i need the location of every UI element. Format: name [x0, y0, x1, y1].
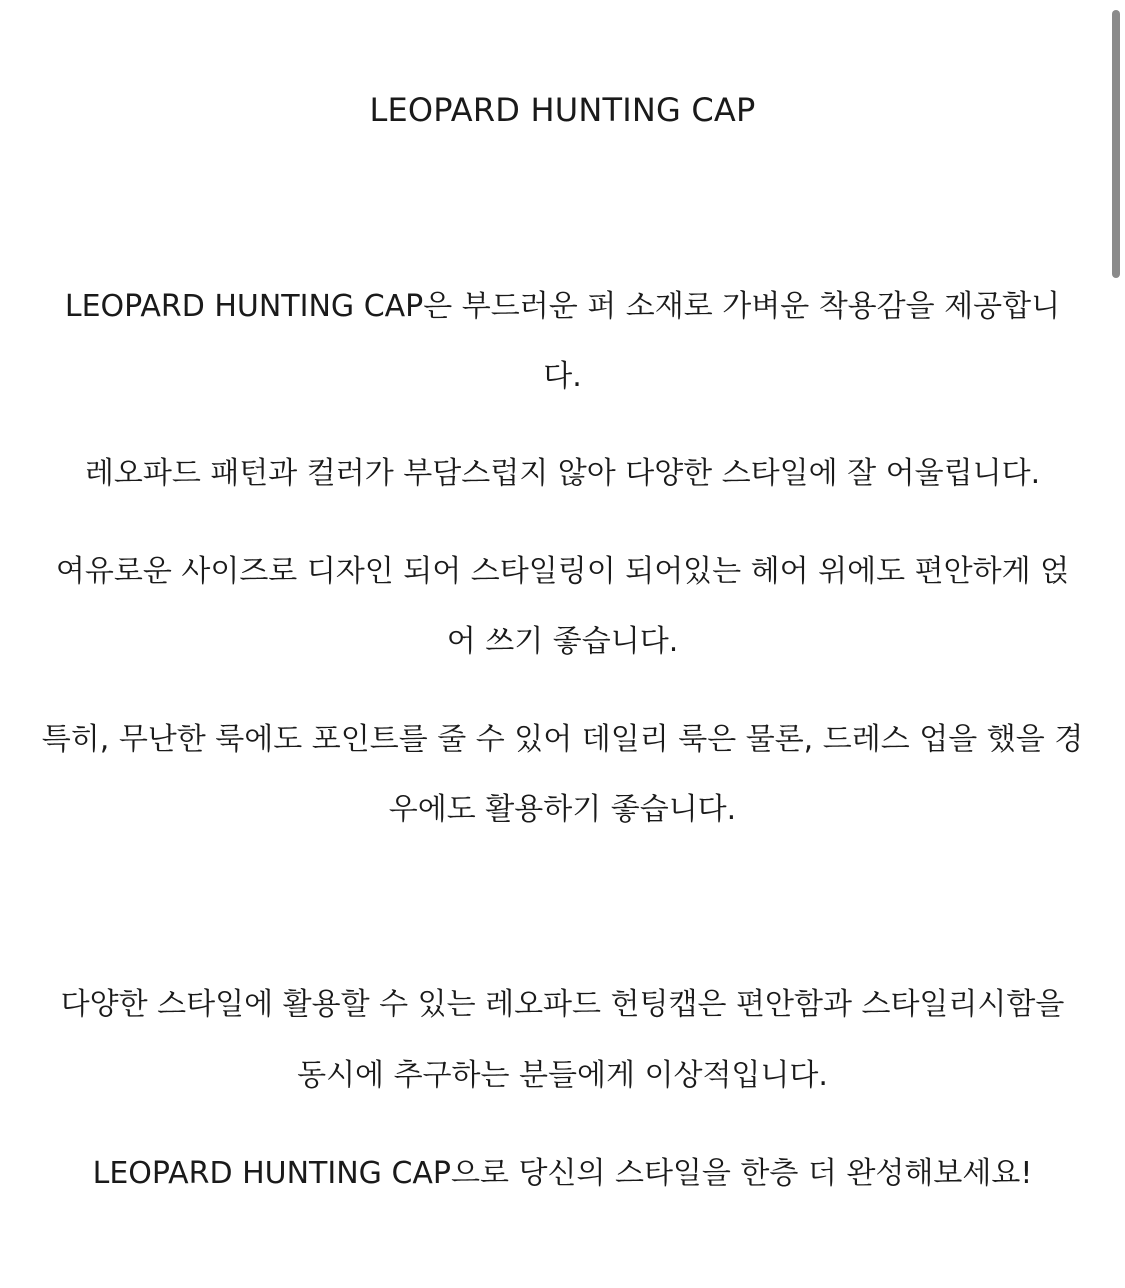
product-title: LEOPARD HUNTING CAP [369, 91, 756, 129]
paragraph-2-line-1: 레오파드 패턴과 컬러가 부담스럽지 않아 다양한 스타일에 잘 어울립니다. [84, 456, 1041, 491]
paragraph-1-line-2: 다. [543, 359, 582, 394]
paragraph-4-line-2: 우에도 활용하기 좋습니다. [388, 792, 737, 827]
paragraph-5-line-1: 다양한 스타일에 활용할 수 있는 레오파드 헌팅캡은 편안함과 스타일리시함을 [60, 987, 1065, 1022]
paragraph-3-line-2: 어 쓰기 좋습니다. [446, 624, 679, 659]
paragraph-5-line-2: 동시에 추구하는 분들에게 이상적입니다. [297, 1058, 828, 1093]
vertical-scrollbar[interactable] [1107, 0, 1125, 1288]
paragraph-4-line-1: 특히, 무난한 룩에도 포인트를 줄 수 있어 데일리 룩은 물론, 드레스 업을 했을 경 [41, 722, 1084, 757]
paragraph-6-line-1: LEOPARD HUNTING CAP으로 당신의 스타일을 한층 더 완성해보세요! [92, 1156, 1033, 1191]
paragraph-1-line-1: LEOPARD HUNTING CAP은 부드러운 퍼 소재로 가벼운 착용감을 제공합니 [64, 289, 1061, 324]
paragraph-3-line-1: 여유로운 사이즈로 디자인 되어 스타일링이 되어있는 헤어 위에도 편안하게 얹 [55, 554, 1070, 589]
scrollbar-thumb[interactable] [1112, 10, 1120, 278]
